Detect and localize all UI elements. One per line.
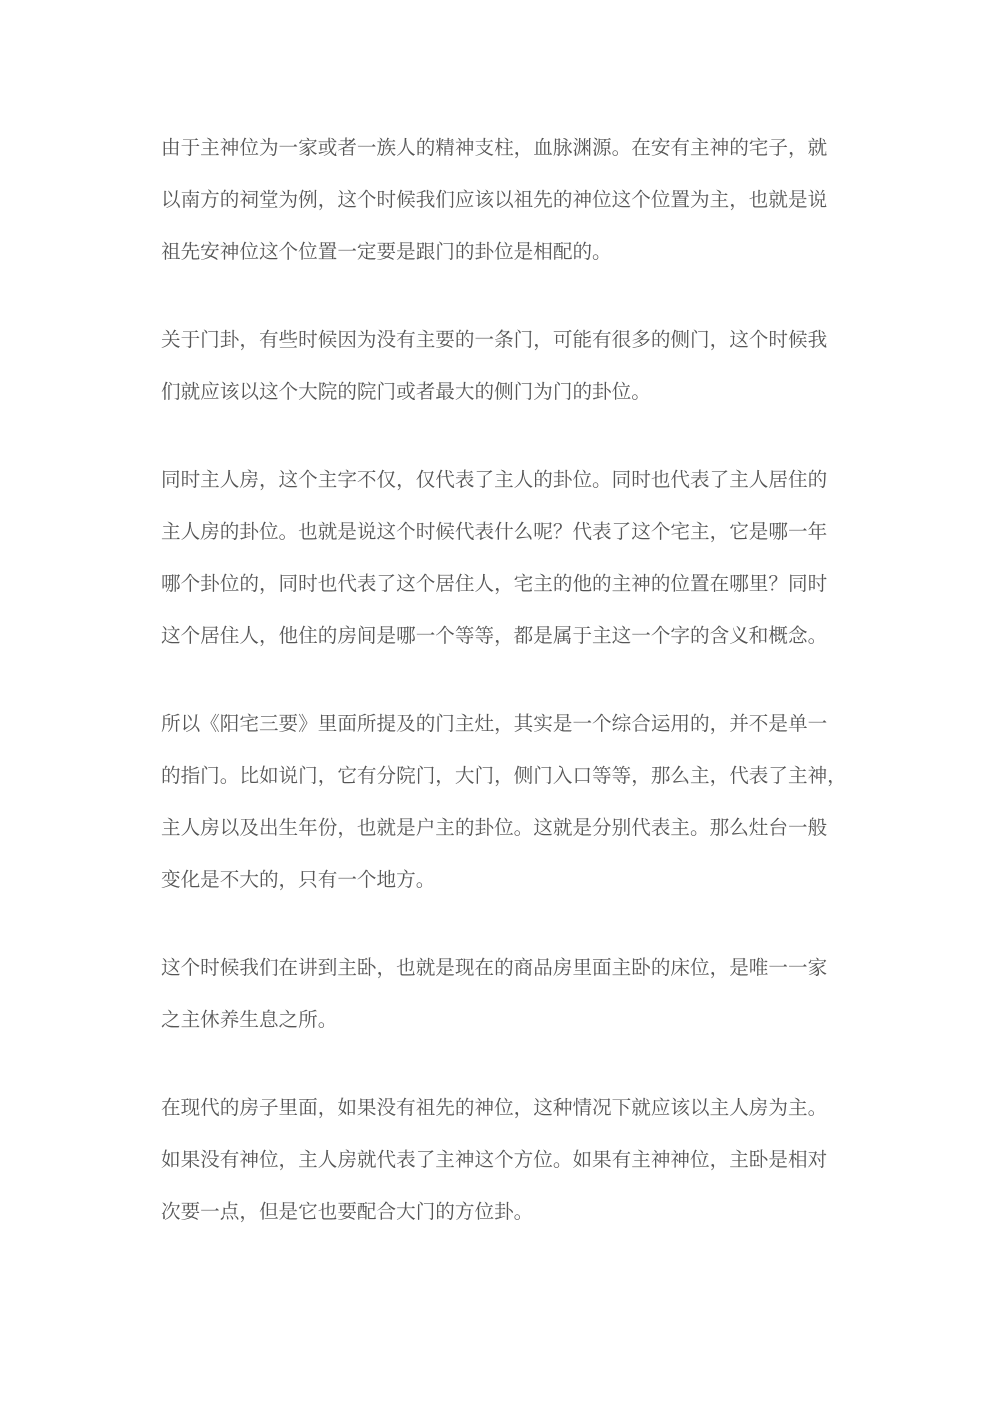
text-line: 同时主人房，这个主字不仅，仅代表了主人的卦位。同时也代表了主人居住的 [161, 468, 828, 491]
paragraph [161, 122, 851, 278]
text-line: 变化是不大的，只有一个地方。 [161, 868, 436, 891]
text-line: 主人房以及出生年份，也就是户主的卦位。这就是分别代表主。那么灶台一般 [161, 816, 828, 839]
paragraph [161, 698, 851, 906]
text-line: 这个居住人，他住的房间是哪一个等等，都是属于主这一个字的含义和概念。 [161, 624, 828, 647]
paragraph [161, 1082, 851, 1238]
text-line: 次要一点，但是它也要配合大门的方位卦。 [161, 1200, 534, 1223]
paragraph [161, 454, 851, 662]
text-line: 如果没有神位，主人房就代表了主神这个方位。如果有主神神位，主卧是相对 [161, 1148, 828, 1171]
text-line: 由于主神位为一家或者一族人的精神支柱，血脉渊源。在安有主神的宅子，就 [161, 136, 828, 159]
text-line: 以南方的祠堂为例，这个时候我们应该以祖先的神位这个位置为主，也就是说 [161, 188, 828, 211]
article-body [161, 122, 851, 1274]
paragraph [161, 314, 851, 418]
text-line: 祖先安神位这个位置一定要是跟门的卦位是相配的。 [161, 240, 612, 263]
text-line: 所以《阳宅三要》里面所提及的门主灶，其实是一个综合运用的，并不是单一 [161, 712, 828, 735]
text-line: 这个时候我们在讲到主卧，也就是现在的商品房里面主卧的床位，是唯一一家 [161, 956, 828, 979]
text-line: 哪个卦位的，同时也代表了这个居住人，宅主的他的主神的位置在哪里？同时 [161, 572, 828, 595]
text-line: 之主休养生息之所。 [161, 1008, 338, 1031]
text-line: 关于门卦，有些时候因为没有主要的一条门，可能有很多的侧门，这个时候我 [161, 328, 828, 351]
text-line: 在现代的房子里面，如果没有祖先的神位，这种情况下就应该以主人房为主。 [161, 1096, 828, 1119]
text-line: 的指门。比如说门，它有分院门，大门，侧门入口等等，那么主，代表了主神， [161, 764, 847, 787]
text-line: 们就应该以这个大院的院门或者最大的侧门为门的卦位。 [161, 380, 651, 403]
paragraph [161, 942, 851, 1046]
text-line: 主人房的卦位。也就是说这个时候代表什么呢？代表了这个宅主，它是哪一年 [161, 520, 828, 543]
